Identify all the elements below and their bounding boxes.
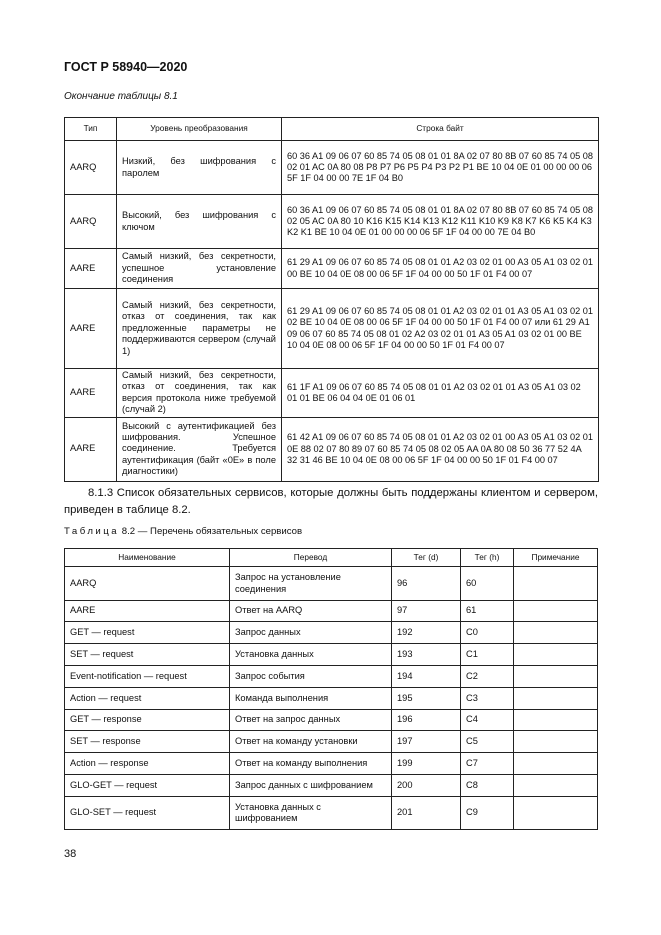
table-continuation-label: Окончание таблицы 8.1 [64,91,178,102]
table-row [65,688,598,710]
note-cell [514,567,598,601]
table-row [65,141,599,195]
tag-d-cell: 193 [392,644,461,666]
tag-h-cell: C1 [461,644,514,666]
bytes-cell: 60 36 A1 09 06 07 60 85 74 05 08 01 01 8A 02 07 80 8B 07 60 85 74 05 08 02 05 AC 0A 80 10 K16 K15 K14 K13 K12 K11 K10 K9 K8 K7 K6 K5 K4 K3 K2 K1 BE 10 04 0E 01 00 00 00 06 5F 1F 04 00 00 7E 04 B0 [282,195,599,249]
page-number: 38 [64,848,77,860]
note-cell [514,622,598,644]
tag-d-cell: 199 [392,753,461,775]
translation-cell: Запрос на установление соединения [230,567,392,601]
note-cell [514,601,598,622]
type-cell: AARE [65,289,117,369]
translation-cell: Установка данных [230,644,392,666]
tag-d-cell: 200 [392,775,461,797]
column-header: Перевод [230,549,392,567]
tag-h-cell: 60 [461,567,514,601]
note-cell [514,797,598,830]
tag-h-cell: C4 [461,710,514,731]
caption-text: 8.2 — Перечень обязательных сервисов [121,526,303,537]
tag-d-cell: 96 [392,567,461,601]
bytes-cell: 61 1F A1 09 06 07 60 85 74 05 08 01 01 A2 03 02 01 01 A3 05 A1 03 02 01 01 BE 06 04 04 0E 01 06 01 [282,369,599,418]
translation-cell: Ответ на команду установки [230,731,392,753]
name-cell: AARE [65,601,230,622]
tag-d-cell: 201 [392,797,461,830]
name-cell: Action — response [65,753,230,775]
note-cell [514,644,598,666]
column-header: Тег (h) [461,549,514,567]
name-cell: AARQ [65,567,230,601]
table-row [65,710,598,731]
tag-h-cell: 61 [461,601,514,622]
table-row [65,731,598,753]
level-cell: Высокий, без шифрования с ключом [117,195,282,249]
note-cell [514,666,598,688]
caption-word: Таблица [64,526,120,537]
type-cell: AARE [65,249,117,289]
name-cell: Action — request [65,688,230,710]
translation-cell: Ответ на команду выполнения [230,753,392,775]
name-cell: Event-notification — request [65,666,230,688]
table-8-2-caption [64,526,302,537]
tag-d-cell: 195 [392,688,461,710]
bytes-cell: 61 42 A1 09 06 07 60 85 74 05 08 01 01 A2 03 02 01 00 A3 05 A1 03 02 01 0E 88 02 07 80 89 07 60 85 74 05 08 02 05 AA 0A 80 08 50 36 77 52 4A 32 31 46 BE 10 04 0E 08 00 06 5F 1F 04 00 00 50 1F 01 F4 00 07 [282,417,599,481]
column-header: Строка байт [282,118,599,141]
tag-h-cell: C8 [461,775,514,797]
name-cell: GLO-GET — request [65,775,230,797]
translation-cell: Команда выполнения [230,688,392,710]
table-row [65,797,598,830]
translation-cell: Ответ на запрос данных [230,710,392,731]
bytes-cell: 61 29 A1 09 06 07 60 85 74 05 08 01 01 A2 03 02 01 01 A3 05 A1 03 02 01 02 BE 10 04 0E 08 00 06 5F 1F 04 00 00 50 1F 01 F4 00 07 или 61 29 A1 09 06 07 60 85 74 05 08 01 02 A2 03 02 01 01 A3 05 A1 03 02 01 00 BE 10 04 0E 08 00 06 5F 1F 04 00 00 50 1F 01 F4 00 07 [282,289,599,369]
table-header-row [65,549,598,567]
table-row [65,775,598,797]
tag-d-cell: 192 [392,622,461,644]
column-header: Тип [65,118,117,141]
table-row [65,289,599,369]
tag-h-cell: C5 [461,731,514,753]
table-row [65,369,599,418]
paragraph-8-1-3: 8.1.3 Список обязательных сервисов, которые должны быть поддержаны клиентом и сервером, приведен в таблице 8.2. [64,487,598,516]
table-row [65,567,598,601]
level-cell: Низкий, без шифрования с паролем [117,141,282,195]
tag-d-cell: 196 [392,710,461,731]
table-row [65,644,598,666]
tag-h-cell: C0 [461,622,514,644]
translation-cell: Ответ на AARQ [230,601,392,622]
note-cell [514,775,598,797]
column-header: Уровень преобразования [117,118,282,141]
table-row [65,601,598,622]
translation-cell: Запрос события [230,666,392,688]
table-8-1 [64,117,599,482]
translation-cell: Установка данных с шифрованием [230,797,392,830]
translation-cell: Запрос данных с шифрованием [230,775,392,797]
level-cell: Самый низкий, без секретности, отказ от соединения, так как версия протокола ниже требуемой (случай 2) [117,369,282,418]
name-cell: GLO-SET — request [65,797,230,830]
name-cell: SET — response [65,731,230,753]
document-title: ГОСТ Р 58940—2020 [64,60,188,74]
bytes-cell: 60 36 A1 09 06 07 60 85 74 05 08 01 01 8A 02 07 80 8B 07 60 85 74 05 08 02 01 AC 0A 80 08 P8 P7 P6 P5 P4 P3 P2 P1 BE 10 04 0E 01 00 00 00 06 5F 1F 04 00 00 7E 1F 04 B0 [282,141,599,195]
type-cell: AARE [65,417,117,481]
level-cell: Высокий с аутентификацией без шифрования. Успешное соединение. Требуется аутентификация (байт «0E» в поле диагностики) [117,417,282,481]
column-header: Примечание [514,549,598,567]
table-row [65,417,599,481]
table-row [65,753,598,775]
type-cell: AARE [65,369,117,418]
table-header-row [65,118,599,141]
name-cell: GET — request [65,622,230,644]
level-cell: Самый низкий, без секретности, успешное установление соединения [117,249,282,289]
bytes-cell: 61 29 A1 09 06 07 60 85 74 05 08 01 01 A2 03 02 01 00 A3 05 A1 03 02 01 00 BE 10 04 0E 08 00 06 5F 1F 04 00 00 50 1F 01 F4 00 07 [282,249,599,289]
table-row [65,195,599,249]
type-cell: AARQ [65,141,117,195]
column-header: Наименование [65,549,230,567]
level-cell: Самый низкий, без секретности, отказ от соединения, так как предложенные параметры не поддерживаются сервером (случай 1) [117,289,282,369]
translation-cell: Запрос данных [230,622,392,644]
note-cell [514,710,598,731]
note-cell [514,688,598,710]
tag-d-cell: 194 [392,666,461,688]
tag-h-cell: C9 [461,797,514,830]
note-cell [514,731,598,753]
table-row [65,622,598,644]
name-cell: SET — request [65,644,230,666]
table-row [65,249,599,289]
table-8-2 [64,548,598,830]
note-cell [514,753,598,775]
tag-h-cell: C2 [461,666,514,688]
tag-d-cell: 197 [392,731,461,753]
tag-h-cell: C7 [461,753,514,775]
name-cell: GET — response [65,710,230,731]
type-cell: AARQ [65,195,117,249]
tag-h-cell: C3 [461,688,514,710]
table-row [65,666,598,688]
column-header: Тег (d) [392,549,461,567]
tag-d-cell: 97 [392,601,461,622]
